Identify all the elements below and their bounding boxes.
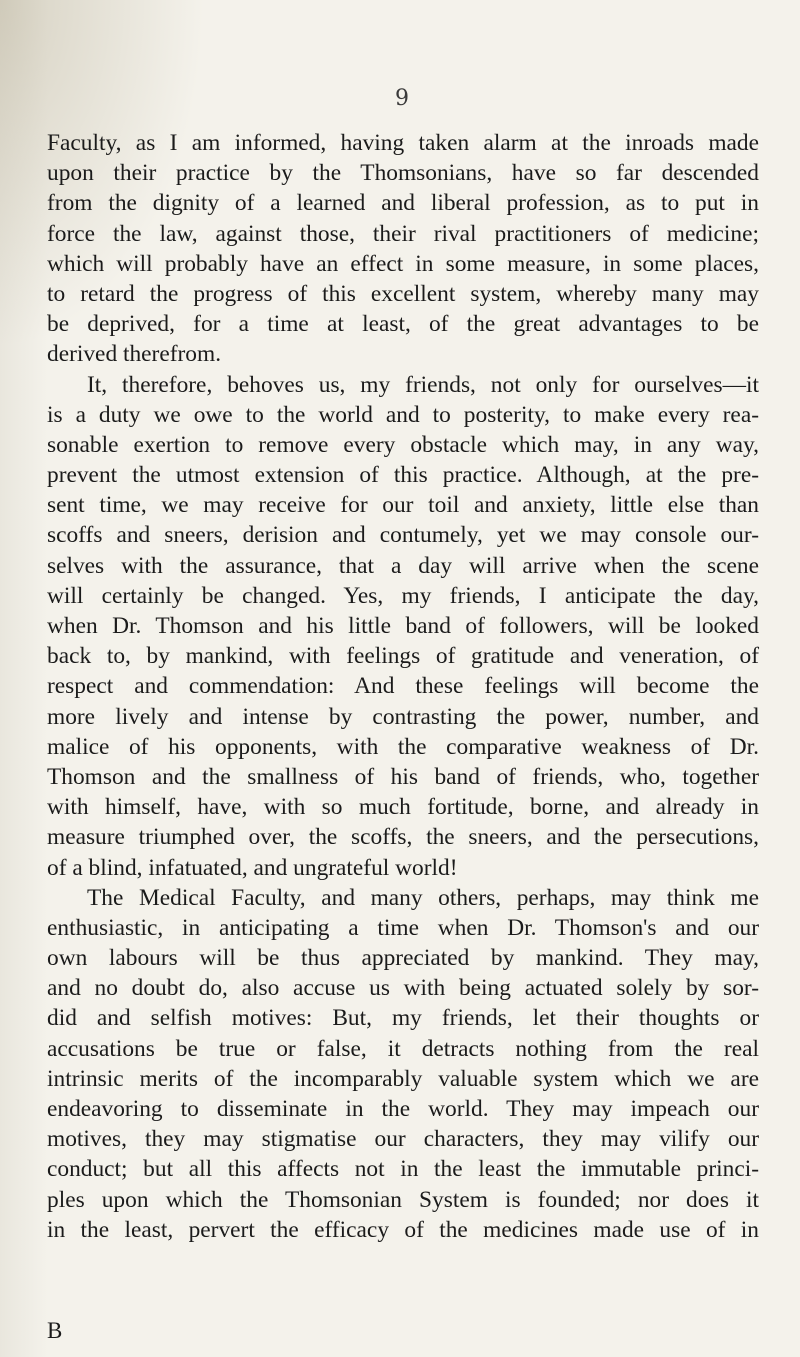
text-line: enthusiastic, in anticipating a time when Dr. Thomson's and our <box>47 914 759 941</box>
text-line: derived therefrom. <box>47 341 222 368</box>
text-line: when Dr. Thomson and his little band of followers, will be looked <box>47 613 759 639</box>
text-line: respect and commendation: And these feelings will become the <box>47 673 759 700</box>
text-line: with himself, have, with so much fortitude, borne, and already in <box>47 794 759 821</box>
text-line: It, therefore, behoves us, my friends, not only for ourselves—it <box>87 371 759 398</box>
text-line: ples upon which the Thomsonian System is founded; nor does it <box>47 1186 759 1213</box>
page-number: 9 <box>395 86 409 111</box>
text-line: scoffs and sneers, derision and contumely, yet we may console our- <box>47 522 759 549</box>
text-line: selves with the assurance, that a day will arrive when the scene <box>47 552 759 579</box>
text-line: more lively and intense by contrasting the power, number, and <box>47 703 759 730</box>
text-line: sonable exertion to remove every obstacle which may, in any way, <box>47 431 759 458</box>
text-line: back to, by mankind, with feelings of gratitude and veneration, of <box>47 643 759 670</box>
text-line: The Medical Faculty, and many others, perhaps, may think me <box>87 884 759 911</box>
text-line: will certainly be changed. Yes, my friends, I anticipate the day, <box>47 582 759 609</box>
text-line: own labours will be thus appreciated by mankind. They may, <box>47 945 759 972</box>
text-line: prevent the utmost extension of this practice. Although, at the pre- <box>47 462 759 489</box>
text-line: of a blind, infatuated, and ungrateful world! <box>47 854 458 881</box>
text-line: force the law, against those, their rival practitioners of medicine; <box>47 220 759 247</box>
text-line: sent time, we may receive for our toil and anxiety, little else than <box>47 492 759 519</box>
text-line: which will probably have an effect in some measure, in some places, <box>47 250 759 277</box>
text-line: and no doubt do, also accuse us with being actuated solely by sor- <box>47 975 759 1002</box>
text-line: in the least, pervert the efficacy of the medicines made use of in <box>47 1216 759 1243</box>
text-line: conduct; but all this affects not in the least the immutable princi- <box>47 1156 759 1183</box>
body-text <box>47 128 759 1245</box>
text-line: be deprived, for a time at least, of the great advantages to be <box>47 311 759 338</box>
text-line: accusations be true or false, it detracts nothing from the real <box>47 1035 759 1062</box>
text-line: measure triumphed over, the scoffs, the sneers, and the persecutions, <box>47 824 759 851</box>
text-line: Thomson and the smallness of his band of friends, who, together <box>47 763 759 790</box>
text-line: endeavoring to disseminate in the world. They may impeach our <box>47 1096 759 1122</box>
text-line: motives, they may stigmatise our characters, they may vilify our <box>47 1126 759 1153</box>
text-line: intrinsic merits of the incomparably valuable system which we are <box>47 1065 759 1092</box>
text-line: did and selfish motives: But, my friends, let their thoughts or <box>47 1005 759 1032</box>
signature-mark: B <box>47 1318 63 1343</box>
text-line: from the dignity of a learned and liberal profession, as to put in <box>47 190 759 217</box>
text-line: to retard the progress of this excellent system, whereby many may <box>47 280 759 307</box>
text-line: upon their practice by the Thomsonians, have so far descended <box>47 160 759 187</box>
text-line: Faculty, as I am informed, having taken alarm at the inroads made <box>47 130 759 156</box>
text-line: is a duty we owe to the world and to posterity, to make every rea- <box>47 401 759 428</box>
text-line: malice of his opponents, with the comparative weakness of Dr. <box>47 733 759 760</box>
